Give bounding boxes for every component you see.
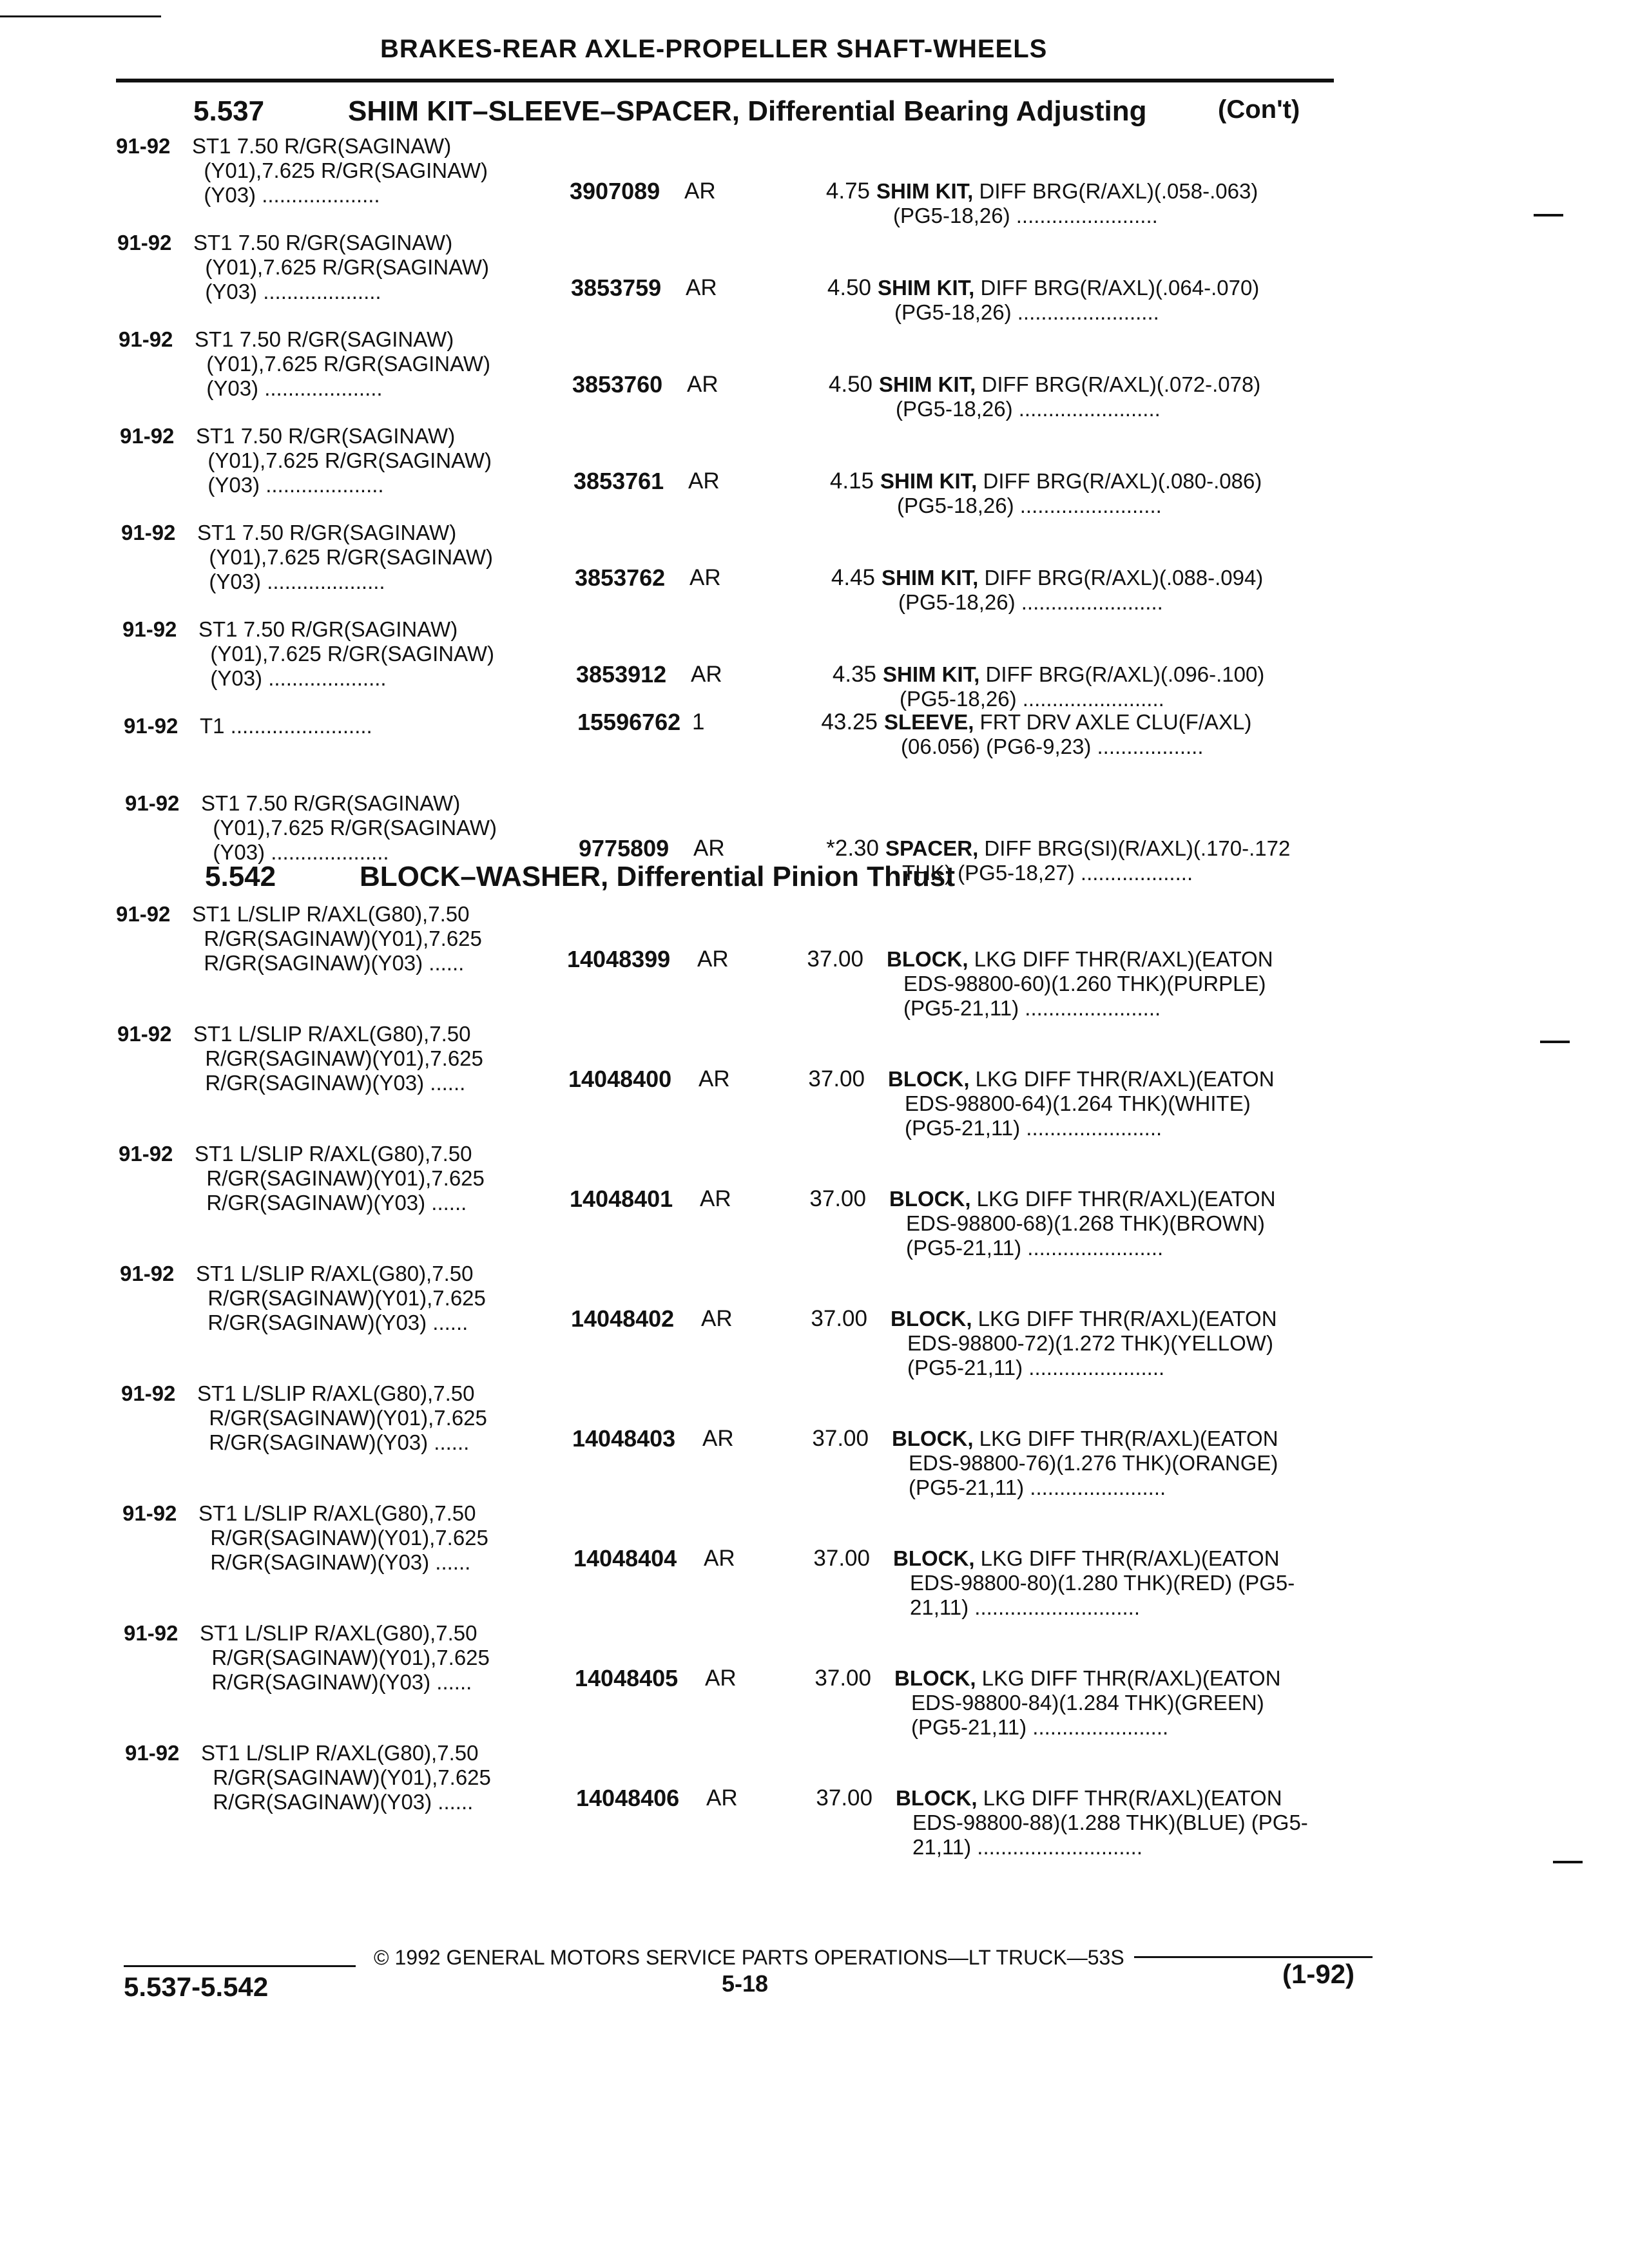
quantity: AR	[706, 1785, 738, 1811]
description-continuation	[893, 204, 1158, 228]
application-line: (Y01),7.625 R/GR(SAGINAW)	[201, 816, 497, 840]
description-text: LKG DIFF THR(R/AXL)(EATON	[972, 1307, 1277, 1331]
price: 37.00	[815, 1666, 871, 1691]
description-text: EDS-98800-64)(1.264 THK)(WHITE)	[905, 1091, 1251, 1115]
application-line: R/GR(SAGINAW)(Y03) ......	[192, 951, 465, 975]
model-years: 91-92	[125, 1741, 180, 1765]
description-text: DIFF BRG(R/AXL)(.080-.086)	[977, 469, 1262, 493]
quantity: AR	[701, 1306, 733, 1331]
application-line: ST1 7.50 R/GR(SAGINAW)	[196, 424, 456, 448]
description-line	[892, 1427, 1278, 1451]
part-number: 14048402	[571, 1305, 675, 1332]
application-line: ST1 L/SLIP R/AXL(G80),7.50	[196, 1262, 474, 1285]
description-text: EDS-98800-72)(1.272 THK)(YELLOW)	[907, 1331, 1273, 1355]
price: 37.00	[809, 1186, 866, 1211]
application-line: (Y03) ....................	[193, 280, 381, 303]
application-line: (Y03) ....................	[198, 666, 387, 690]
quantity: AR	[697, 947, 729, 972]
model-years: 91-92	[122, 1501, 177, 1525]
part-number: 14048400	[568, 1066, 672, 1092]
price: 4.45	[831, 565, 875, 590]
part-number: 14048399	[567, 946, 671, 972]
footer-copyright: © 1992 GENERAL MOTORS SERVICE PARTS OPERATIONS—LT TRUCK—53S	[374, 1946, 1124, 1969]
quantity: AR	[686, 275, 717, 300]
description-line	[885, 836, 1290, 861]
description-text: LKG DIFF THR(R/AXL)(EATON	[968, 947, 1273, 971]
application-line: R/GR(SAGINAW)(Y03) ......	[195, 1191, 467, 1215]
part-number: 15596762	[577, 709, 681, 735]
quantity: AR	[688, 468, 720, 494]
description-noun: SHIM KIT,	[882, 566, 979, 590]
description-continuation	[901, 735, 1204, 759]
application-line: ST1 L/SLIP R/AXL(G80),7.50	[198, 1501, 476, 1525]
model-years: 91-92	[116, 902, 171, 926]
model-years: 91-92	[121, 521, 176, 544]
description-noun: SHIM KIT,	[883, 662, 980, 686]
application-line: ST1 L/SLIP R/AXL(G80),7.50	[197, 1381, 475, 1405]
part-number: 9775809	[579, 835, 670, 861]
quantity: AR	[699, 1066, 730, 1091]
description-noun: SPACER,	[885, 836, 979, 860]
description-line	[876, 179, 1258, 204]
description-text: LKG DIFF THR(R/AXL)(EATON	[974, 1546, 1280, 1570]
description-continuation	[907, 1331, 1273, 1356]
description-text: LKG DIFF THR(R/AXL)(EATON	[970, 1187, 1276, 1211]
description-line	[879, 372, 1260, 397]
description-line	[889, 1187, 1276, 1211]
description-noun: BLOCK,	[888, 1067, 970, 1091]
description-text: LKG DIFF THR(R/AXL)(EATON	[969, 1067, 1275, 1091]
application-line: (Y01),7.625 R/GR(SAGINAW)	[197, 545, 494, 569]
description-text: (PG5-21,11) .......................	[906, 1236, 1164, 1260]
description-line	[887, 947, 1273, 972]
quantity: AR	[704, 1546, 735, 1571]
application-line: ST1 L/SLIP R/AXL(G80),7.50	[192, 902, 470, 926]
price: 37.00	[811, 1306, 867, 1331]
model-years: 91-92	[124, 1621, 178, 1645]
application-line: (Y01),7.625 R/GR(SAGINAW)	[193, 255, 490, 279]
quantity: AR	[691, 662, 722, 687]
price: 37.00	[816, 1785, 872, 1811]
description-line	[888, 1067, 1275, 1091]
description-line	[891, 1307, 1277, 1331]
part-number: 3853760	[572, 371, 663, 398]
application-line: R/GR(SAGINAW)(Y03) ......	[201, 1790, 474, 1814]
part-number: 14048405	[575, 1665, 679, 1691]
price: *2.30	[826, 836, 879, 861]
description-continuation	[912, 1835, 1142, 1860]
description-text: DIFF BRG(R/AXL)(.088-.094)	[978, 566, 1264, 590]
description-text: (PG5-18,26) ........................	[894, 300, 1159, 324]
part-number: 3853912	[576, 661, 667, 687]
description-continuation	[911, 1715, 1168, 1740]
description-continuation	[910, 1595, 1140, 1620]
description-noun: SHIM KIT,	[880, 469, 978, 493]
application-line: ST1 7.50 R/GR(SAGINAW)	[198, 617, 458, 641]
description-text: (PG5-21,11) .......................	[909, 1475, 1166, 1499]
application-line: R/GR(SAGINAW)(Y01),7.625	[192, 927, 482, 950]
quantity: AR	[687, 372, 718, 397]
description-line	[894, 1666, 1281, 1691]
description-text: (PG5-18,26) ........................	[893, 204, 1158, 227]
header-rule	[116, 79, 1334, 82]
footer-rule-left	[124, 1965, 356, 1967]
description-continuation	[906, 1236, 1163, 1260]
application-line: ST1 7.50 R/GR(SAGINAW)	[201, 791, 461, 815]
quantity: AR	[693, 836, 725, 861]
application-line: ST1 L/SLIP R/AXL(G80),7.50	[195, 1142, 472, 1166]
description-continuation	[897, 494, 1162, 518]
quantity: AR	[702, 1426, 734, 1451]
description-line	[883, 662, 1264, 687]
application-line: R/GR(SAGINAW)(Y01),7.625	[195, 1166, 485, 1190]
application-line: R/GR(SAGINAW)(Y01),7.625	[201, 1765, 491, 1789]
description-line	[878, 276, 1259, 300]
price: 4.50	[827, 275, 871, 300]
part-number: 14048401	[570, 1186, 673, 1212]
application-line: R/GR(SAGINAW)(Y01),7.625	[197, 1406, 487, 1430]
margin-mark	[1553, 1861, 1583, 1863]
application-line: ST1 7.50 R/GR(SAGINAW)	[195, 327, 454, 351]
description-text: EDS-98800-68)(1.268 THK)(BROWN)	[906, 1211, 1265, 1235]
application-line: (Y03) ....................	[197, 570, 385, 593]
price: 4.75	[825, 178, 870, 204]
description-noun: SHIM KIT,	[878, 276, 975, 300]
application-line: R/GR(SAGINAW)(Y03) ......	[196, 1311, 468, 1334]
description-continuation	[905, 1116, 1162, 1140]
application-line: R/GR(SAGINAW)(Y03) ......	[200, 1670, 472, 1694]
description-text: DIFF BRG(R/AXL)(.058-.063)	[973, 179, 1258, 203]
section-number: 5.542	[205, 861, 276, 892]
description-text: FRT DRV AXLE CLU(F/AXL)	[974, 710, 1252, 734]
part-number: 14048406	[576, 1785, 680, 1811]
description-noun: BLOCK,	[893, 1546, 975, 1570]
price: 43.25	[821, 709, 878, 735]
description-text: (PG5-18,26) ........................	[898, 590, 1163, 614]
price: 37.00	[812, 1426, 869, 1451]
model-years: 91-92	[120, 424, 175, 448]
application-line: (Y03) ....................	[201, 840, 389, 864]
application-line: (Y01),7.625 R/GR(SAGINAW)	[198, 642, 495, 666]
application-line: (Y01),7.625 R/GR(SAGINAW)	[196, 448, 492, 472]
top-left-rule	[0, 15, 161, 17]
description-continuation	[912, 1811, 1308, 1835]
description-text: LKG DIFF THR(R/AXL)(EATON	[973, 1427, 1278, 1450]
application-line: (Y01),7.625 R/GR(SAGINAW)	[195, 352, 491, 376]
description-continuation	[910, 1571, 1295, 1595]
section-title: SHIM KIT–SLEEVE–SPACER, Differential Bearing Adjusting	[348, 95, 1147, 127]
quantity: AR	[700, 1186, 731, 1211]
quantity: AR	[705, 1666, 737, 1691]
model-years: 91-92	[124, 714, 178, 738]
application-line: R/GR(SAGINAW)(Y03) ......	[197, 1430, 470, 1454]
part-number: 14048404	[574, 1545, 677, 1571]
application-line: R/GR(SAGINAW)(Y01),7.625	[200, 1646, 490, 1669]
quantity: AR	[689, 565, 721, 590]
application-line: ST1 7.50 R/GR(SAGINAW)	[192, 134, 452, 158]
description-text: LKG DIFF THR(R/AXL)(EATON	[976, 1666, 1281, 1690]
application-line: (Y03) ....................	[196, 473, 384, 497]
description-continuation	[911, 1691, 1264, 1715]
description-continuation	[906, 1211, 1265, 1236]
model-years: 91-92	[122, 617, 177, 641]
description-continuation	[898, 590, 1163, 615]
description-text: (PG5-18,26) ........................	[897, 494, 1162, 517]
description-text: LKG DIFF THR(R/AXL)(EATON	[977, 1786, 1282, 1810]
price: 37.00	[808, 1066, 865, 1091]
price: 4.35	[832, 662, 876, 687]
description-text: DIFF BRG(SI)(R/AXL)(.170-.172	[978, 836, 1291, 860]
part-number: 14048403	[572, 1425, 676, 1452]
application-line: R/GR(SAGINAW)(Y01),7.625	[193, 1046, 483, 1070]
description-continuation	[909, 1451, 1278, 1475]
description-noun: BLOCK,	[896, 1786, 978, 1810]
description-noun: SLEEVE,	[884, 710, 974, 734]
application-line: ST1 L/SLIP R/AXL(G80),7.50	[193, 1022, 471, 1046]
application-line: R/GR(SAGINAW)(Y01),7.625	[196, 1286, 486, 1310]
application-line: (Y03) ....................	[195, 376, 383, 400]
description-text: (PG5-21,11) .......................	[907, 1356, 1165, 1379]
model-years: 91-92	[119, 327, 173, 351]
description-line	[896, 1786, 1282, 1811]
description-line	[880, 469, 1262, 494]
price: 4.50	[828, 372, 872, 397]
description-text: DIFF BRG(R/AXL)(.064-.070)	[974, 276, 1260, 300]
application-line: R/GR(SAGINAW)(Y01),7.625	[198, 1526, 488, 1550]
description-line	[893, 1546, 1280, 1571]
application-line: ST1 7.50 R/GR(SAGINAW)	[197, 521, 457, 544]
description-continuation	[905, 1091, 1251, 1116]
description-noun: SHIM KIT,	[879, 372, 976, 396]
description-line	[882, 566, 1263, 590]
application-line: R/GR(SAGINAW)(Y03) ......	[198, 1550, 471, 1574]
application-line: ST1 L/SLIP R/AXL(G80),7.50	[200, 1621, 477, 1645]
description-noun: SHIM KIT,	[876, 179, 974, 203]
section-title: BLOCK–WASHER, Differential Pinion Thrust	[360, 861, 956, 892]
application-line: T1 ........................	[200, 714, 372, 738]
quantity: 1	[692, 709, 705, 735]
description-continuation	[894, 300, 1159, 325]
price: 4.15	[829, 468, 874, 494]
description-noun: BLOCK,	[889, 1187, 971, 1211]
description-text: EDS-98800-76)(1.276 THK)(ORANGE)	[909, 1451, 1278, 1475]
footer-page-number: 5-18	[722, 1970, 769, 1997]
margin-mark	[1540, 1041, 1570, 1043]
description-text: (06.056) (PG6-9,23) ..................	[901, 735, 1204, 758]
model-years: 91-92	[119, 1142, 173, 1166]
description-text: (PG5-18,26) ........................	[896, 397, 1161, 421]
part-number: 3853759	[571, 274, 662, 301]
description-noun: BLOCK,	[892, 1427, 974, 1450]
description-noun: BLOCK,	[887, 947, 969, 971]
price: 37.00	[807, 947, 863, 972]
model-years: 91-92	[117, 1022, 172, 1046]
footer-revision-date: (1-92)	[1282, 1959, 1355, 1989]
page-header-title: BRAKES-REAR AXLE-PROPELLER SHAFT-WHEELS	[380, 35, 1048, 63]
model-years: 91-92	[121, 1381, 176, 1405]
description-noun: BLOCK,	[894, 1666, 976, 1690]
description-continuation	[903, 996, 1161, 1021]
description-text: EDS-98800-84)(1.284 THK)(GREEN)	[911, 1691, 1264, 1715]
description-noun: BLOCK,	[891, 1307, 972, 1331]
section-continued: (Con't)	[1218, 95, 1300, 124]
model-years: 91-92	[125, 791, 180, 815]
quantity: AR	[684, 178, 716, 204]
model-years: 91-92	[117, 231, 172, 255]
description-continuation	[903, 972, 1266, 996]
margin-mark	[1534, 214, 1563, 216]
footer-rule-right	[1134, 1956, 1373, 1958]
description-continuation	[900, 687, 1164, 711]
description-text: DIFF BRG(R/AXL)(.072-.078)	[976, 372, 1261, 396]
description-text: (PG5-21,11) .......................	[911, 1715, 1169, 1739]
part-number: 3907089	[570, 178, 660, 204]
application-line: (Y01),7.625 R/GR(SAGINAW)	[192, 159, 488, 182]
description-continuation	[896, 397, 1161, 421]
description-text: EDS-98800-60)(1.260 THK)(PURPLE)	[903, 972, 1266, 995]
model-years: 91-92	[120, 1262, 175, 1285]
description-text: (PG5-18,26) ........................	[900, 687, 1164, 711]
description-text: EDS-98800-80)(1.280 THK)(RED) (PG5-	[910, 1571, 1295, 1595]
description-text: 21,11) ............................	[912, 1835, 1143, 1859]
price: 37.00	[813, 1546, 870, 1571]
description-continuation	[909, 1475, 1166, 1500]
part-number: 3853762	[575, 564, 666, 591]
description-text: THK) (PG5-18,27) ...................	[902, 861, 1193, 885]
description-text: DIFF BRG(R/AXL)(.096-.100)	[979, 662, 1265, 686]
footer-section-range: 5.537-5.542	[124, 1972, 269, 2002]
application-line: ST1 7.50 R/GR(SAGINAW)	[193, 231, 453, 255]
description-text: 21,11) ............................	[910, 1595, 1141, 1619]
model-years: 91-92	[116, 134, 171, 158]
description-text: (PG5-21,11) .......................	[905, 1116, 1162, 1140]
application-line: ST1 L/SLIP R/AXL(G80),7.50	[201, 1741, 479, 1765]
description-text: EDS-98800-88)(1.288 THK)(BLUE) (PG5-	[912, 1811, 1308, 1834]
part-number: 3853761	[574, 468, 664, 494]
description-continuation	[907, 1356, 1164, 1380]
section-number: 5.537	[193, 95, 265, 127]
application-line: (Y03) ....................	[192, 183, 380, 207]
description-line	[884, 710, 1251, 735]
application-line: R/GR(SAGINAW)(Y03) ......	[193, 1071, 466, 1095]
description-text: (PG5-21,11) .......................	[903, 996, 1161, 1020]
